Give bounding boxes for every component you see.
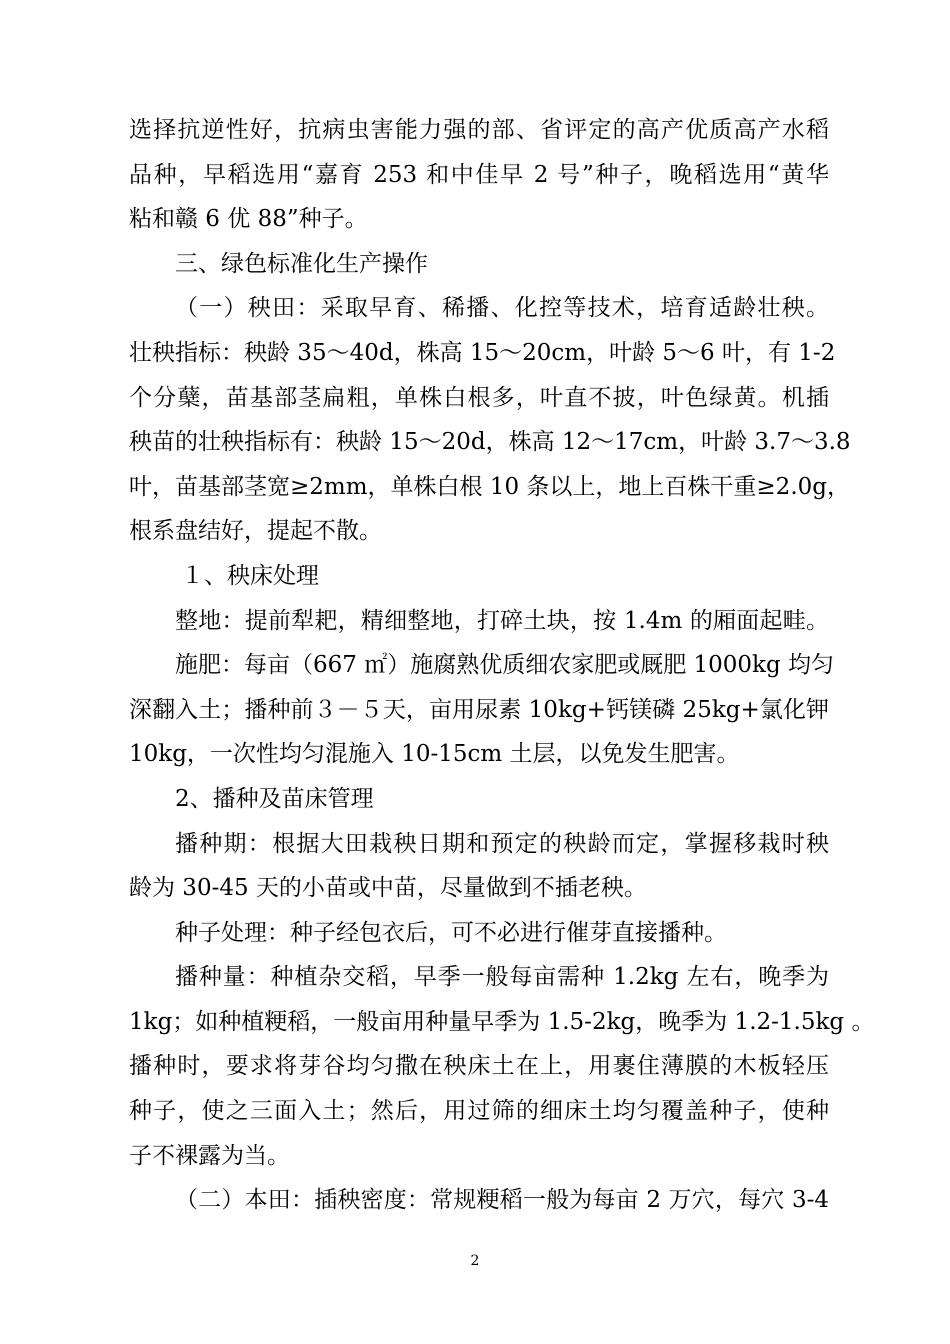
subsection-heading: 2、播种及苗床管理	[175, 785, 374, 812]
text-line: 壮秧指标：秧龄 35～40d，株高 15～20cm，叶龄 5～6 叶，有 1-2	[129, 339, 836, 366]
text-line: 整地：提前犁耙，精细整地，打碎土块，按 1.4m 的厢面起畦。	[175, 607, 829, 634]
text-line: 秧苗的壮秧指标有：秧龄 15～20d，株高 12～17cm，叶龄 3.7～3.8	[129, 429, 851, 456]
text-line: 根系盘结好，提起不散。	[129, 518, 382, 545]
section-heading: 三、绿色标准化生产操作	[175, 250, 428, 277]
text-line: 播种期：根据大田栽秧日期和预定的秧龄而定，掌握移栽时秧	[175, 830, 829, 857]
text-line: 种子，使之三面入土；然后，用过筛的细床土均匀覆盖种子，使种	[129, 1098, 829, 1125]
text-line: 个分蘖，苗基部茎扁粗，单株白根多，叶直不披，叶色绿黄。机插	[129, 384, 829, 411]
text-line: （二）本田：插秧密度：常规粳稻一般为每亩 2 万穴，每穴 3-4	[175, 1187, 829, 1214]
text-line: 品种，早稻选用“嘉育 253 和中佳早 2 号”种子，晚稻选用“黄华	[129, 161, 829, 188]
text-line: 10kg，一次性均匀混施入 10-15cm 土层，以免发生肥害。	[129, 741, 740, 768]
text-line: 粘和赣 6 优 88”种子。	[129, 206, 368, 233]
text-line: 种子处理：种子经包衣后，可不必进行催芽直接播种。	[175, 919, 727, 946]
text-line: 深翻入土；播种前３－５天，亩用尿素 10kg+钙镁磷 25kg+氯化钾	[129, 696, 829, 723]
subsection-heading: １、秧床处理	[181, 562, 319, 589]
text-line: 龄为 30-45 天的小苗或中苗，尽量做到不插老秧。	[129, 875, 647, 902]
page-number: 2	[470, 1253, 480, 1269]
text-line: 播种量：种植杂交稻，早季一般每亩需种 1.2kg 左右，晚季为	[175, 964, 829, 991]
text-line: 施肥：每亩（667 ㎡）施腐熟优质细农家肥或厩肥 1000kg 均匀	[175, 652, 835, 679]
text-line: 子不裸露为当。	[129, 1142, 290, 1169]
text-line: 1kg；如种植粳稻，一般亩用种量早季为 1.5-2kg，晚季为 1.2-1.5kg 。	[129, 1008, 875, 1035]
text-line: 播种时，要求将芽谷均匀撒在秧床土在上，用裹住薄膜的木板轻压	[129, 1053, 829, 1080]
body-text	[129, 108, 875, 1223]
text-line: 选择抗逆性好，抗病虫害能力强的部、省评定的高产优质高产水稻	[129, 117, 829, 143]
text-line: 叶，苗基部茎宽≥2mm，单株白根 10 条以上，地上百株干重≥2.0g，	[129, 473, 850, 500]
text-line: （一）秧田：采取早育、稀播、化控等技术，培育适龄壮秧。	[175, 295, 829, 322]
